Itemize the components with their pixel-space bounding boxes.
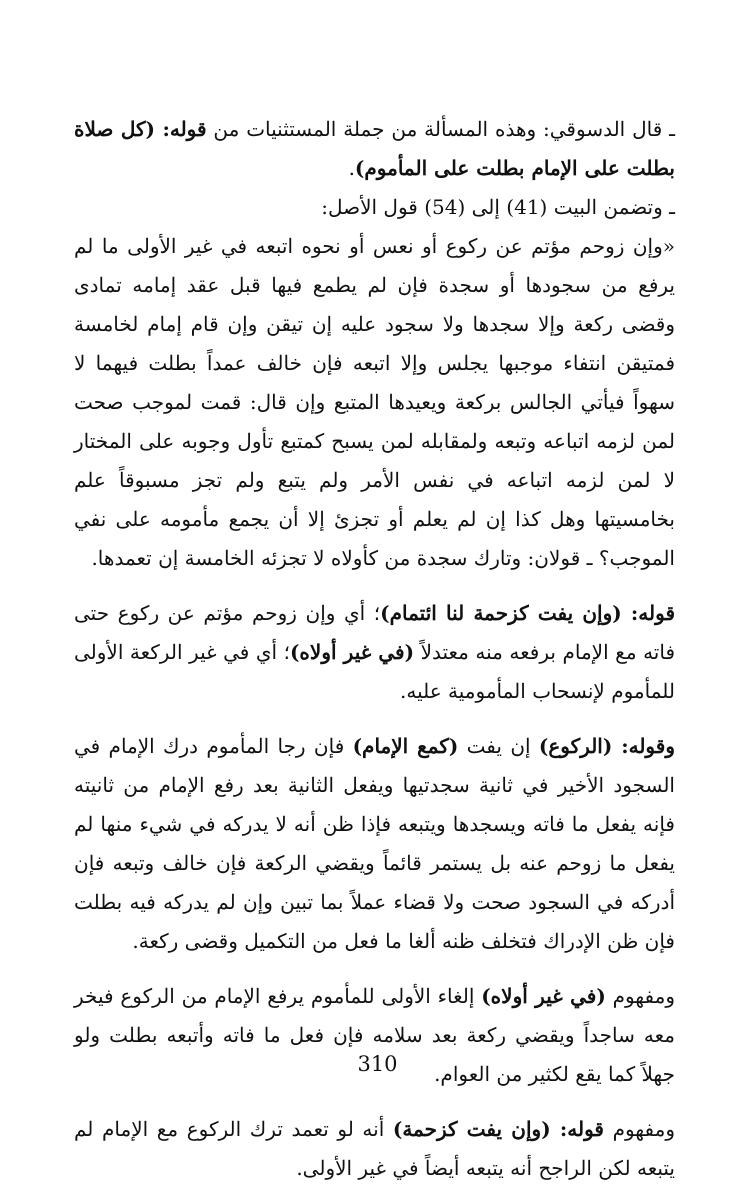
text-segment: «وإن زوحم مؤتم عن ركوع أو نعس أو نحوه اتبعه في غير الأولى ما لم يرفع من سجودها أو سجدة فإن لم يطمع فيها قبل عقد إمامه تمادى وقضى ركعة وإلا سجدها ولا سجود عليه إن تيقن وإن قام إمام لخامسة فمتيقن انتفاء موجبها يجلس وإلا اتبعه فإن خالف عمداً بطلت فيهما لا سهواً فيأتي الجالس بركعة ويعيدها المتبع وإن قال: قمت لموجب صحت لمن لزمه اتباعه وتبعه ولمقابله لمن يسبح كمتبع تأول وجوبه على المختار لا لمن لزمه اتباعه في نفس الأمر ولم يتبع ولم تجز مسبوقاً علم بخامسيتها وهل كذا إن لم يعلم أو تجزئ إلا أن يجمع مأمومه على نفي الموجب؟ ـ قولان: وتارك سجدة من كأولاه لا تجزئه الخامسة إن تعمدها. <box>74 234 675 570</box>
page-body <box>74 110 675 1188</box>
text-segment: ـ قال الدسوقي: وهذه المسألة من جملة المستثنيات من <box>206 117 675 141</box>
text-segment: ـ وتضمن البيت (41) إلى (54) قول الأصل: <box>321 195 675 219</box>
paragraph-7 <box>74 1110 675 1188</box>
text-segment: ومفهوم <box>605 984 676 1008</box>
text-segment: أنه لو تعمد ترك الركوع مع الإمام لم يتبعه لكن الراجح أنه يتبعه أيضاً في غير الأولى. <box>74 1117 675 1180</box>
paragraph-5 <box>74 727 675 961</box>
bold-quote: (في غير أولاه) <box>289 640 415 664</box>
bold-quote: قوله: (كل صلاة بطلت على الإمام بطلت على المأموم) <box>74 117 675 180</box>
text-segment: ؛ أي في غير الركعة الأولى للمأموم لإنسحاب المأمومية عليه. <box>74 640 675 703</box>
text-segment: إن يفت <box>458 734 539 758</box>
page-number: 310 <box>357 1052 398 1076</box>
text-segment: فإن رجا المأموم درك الإمام في السجود الأخير في ثانية سجدتيها ويفعل الثانية بعد رفع الإمام من ثانيته فإنه يفعل ما فاته ويسجدها ويتبعه فإذا ظن أنه لا يدركه في شيء منها لم يفعل ما زوحم عنه بل يستمر قائماً ويقضي الركعة فإن خالف وتبعه فإن أدركه في السجود صحت ولا قضاء عملاً بما تبين وإن لم يدركه فيه بطلت فإن ظن الإدراك فتخلف ظنه ألغا ما فعل من التكميل وقضى ركعة. <box>74 734 675 953</box>
bold-quote: (في غير أولاه) <box>481 984 606 1008</box>
paragraph-4 <box>74 594 675 711</box>
paragraph-3-quotation <box>74 227 675 578</box>
paragraph-1 <box>74 110 675 188</box>
bold-quote: (كمع الإمام) <box>352 734 459 758</box>
text-segment: ومفهوم <box>603 1117 675 1141</box>
paragraph-6 <box>74 977 675 1094</box>
text-segment: إلغاء الأولى للمأموم يرفع الإمام من الركوع فيخر معه ساجداً ويقضي ركعة بعد سلامه فإن فعل ما فاته وأتبعه بطلت ولو جهلاً كما يقع لكثير من العوام. <box>74 984 675 1086</box>
bold-quote: قوله: (وإن يفت كزحمة لنا ائتمام) <box>380 601 675 625</box>
bold-quote: قوله: (وإن يفت كزحمة) <box>392 1117 604 1141</box>
paragraph-2 <box>74 188 675 227</box>
text-segment: ؛ أي وإن زوحم مؤتم عن ركوع حتى فاته مع الإمام برفعه منه معتدلاً <box>74 601 676 664</box>
text-segment: . <box>348 156 355 180</box>
bold-quote: وقوله: (الركوع) <box>538 734 675 758</box>
